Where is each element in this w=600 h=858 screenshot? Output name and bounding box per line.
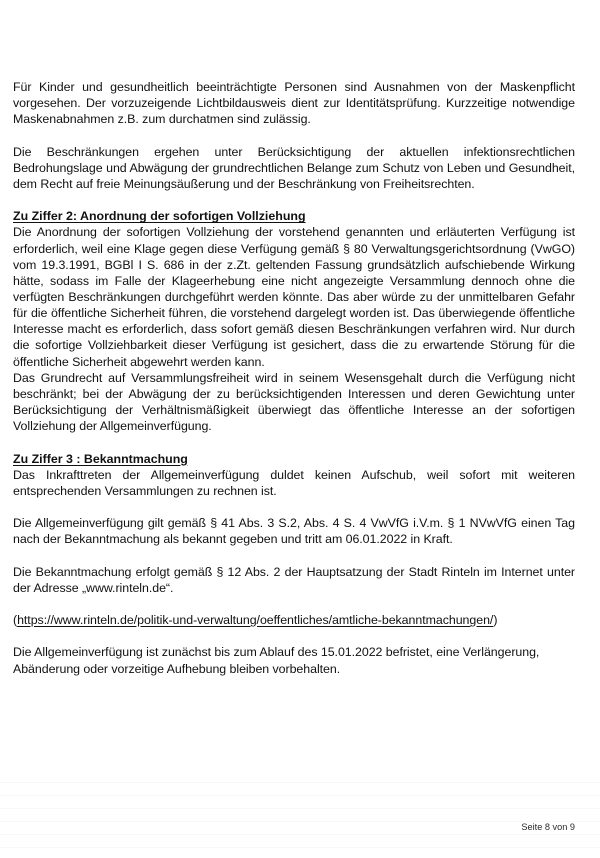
amtliche-bekanntmachungen-link[interactable]: https://www.rinteln.de/politik-und-verwaltung/oeffentliches/amtliche-bekanntmachungen/ bbox=[17, 613, 494, 628]
heading-zu-ziffer-3-text: Zu Ziffer 3 : Bekanntmachung bbox=[13, 451, 188, 466]
paragraph-grundrecht-versammlungsfreiheit: Das Grundrecht auf Versammlungsfreiheit wird in seinem Wesensgehalt durch die Verfügung nicht beschränkt; bei der Abwägung der zu berücksichtigenden Interessen und deren Gewichtung unter Berücksichtigung der Verhältnismäßigkeit überwiegt das öffentliche Interesse an der sofortigen Vollziehung der Allgemeinverfügung. bbox=[13, 370, 575, 434]
document-body bbox=[13, 79, 575, 677]
paragraph-masken-ausnahmen: Für Kinder und gesundheitlich beeinträchtigte Personen sind Ausnahmen von der Maskenpflicht vorgesehen. Der vorzuzeigende Lichtbildausweis dient zur Identitätsprüfung. Kurzzeitige notwendige Maskenabnahmen z.B. zum durchatmen sind zulässig. bbox=[13, 80, 575, 127]
scan-artifact-band bbox=[0, 782, 600, 854]
paragraph-spacer bbox=[13, 127, 575, 143]
url-close-paren: ) bbox=[493, 613, 498, 628]
paragraph-bekanntgabe-vwvfg: Die Allgemeinverfügung gilt gemäß § 41 Abs. 3 S.2, Abs. 4 S. 4 VwVfG i.V.m. § 1 NVwVfG einen Tag nach der Bekanntmachung als bekannt gegeben und tritt am 06.01.2022 in Kraft. bbox=[13, 516, 575, 547]
paragraph-inkrafttreten-aufschub: Das Inkrafttreten der Allgemeinverfügung duldet keinen Aufschub, weil sofort mit weiteren entsprechenden Versammlungen zu rechnen ist. bbox=[13, 467, 575, 498]
heading-zu-ziffer-2 bbox=[13, 208, 575, 224]
paragraph-spacer bbox=[13, 547, 575, 563]
paragraph-befristung: Die Allgemeinverfügung ist zunächst bis zum Ablauf des 15.01.2022 befristet, eine Verlängerung, Abänderung oder vorzeitige Aufhebung bleiben vorbehalten. bbox=[13, 645, 540, 676]
paragraph-beschraenkungen-abwaegung: Die Beschränkungen ergehen unter Berücksichtigung der aktuellen infektionsrechtlichen Bedrohungslage und Abwägung der grundrechtlichen Belange zum Schutz von Leben und Gesundheit, dem Recht auf freie Meinungsäußerung und der Beschränkung von Freiheitsrechten. bbox=[13, 144, 575, 191]
paragraph-bekanntmachung-url bbox=[13, 612, 575, 628]
heading-zu-ziffer-3 bbox=[13, 451, 575, 467]
page-number-label: Seite 8 von 9 bbox=[521, 822, 575, 832]
paragraph-spacer bbox=[13, 628, 575, 644]
page-footer bbox=[13, 821, 575, 833]
heading-zu-ziffer-2-text: Zu Ziffer 2: Anordnung der sofortigen Vollziehung bbox=[13, 209, 306, 224]
paragraph-spacer bbox=[13, 434, 575, 450]
paragraph-spacer bbox=[13, 192, 575, 208]
paragraph-bekanntmachung-hauptsatzung: Die Bekanntmachung erfolgt gemäß § 12 Abs. 2 der Hauptsatzung der Stadt Rinteln im Internet unter der Adresse „www.rinteln.de“. bbox=[13, 564, 575, 595]
url-open-paren: ( bbox=[13, 613, 18, 628]
paragraph-spacer bbox=[13, 596, 575, 612]
paragraph-spacer bbox=[13, 499, 575, 515]
paragraph-sofortige-vollziehung-begruendung: Die Anordnung der sofortigen Vollziehung der vorstehend genannten und erläuterten Verfügung ist erforderlich, weil eine Klage gegen diese Verfügung gemäß § 80 Verwaltungsgerichtsordnung (VwGO) vom 19.3.1991, BGBl I S. 686 in der z.Zt. geltenden Fassung grundsätzlich aufschiebende Wirkung hätte, sodass im Falle der Klageerhebung eine nicht angezeigte Versammlung dennoch ohne die verfügten Beschränkungen durchgeführt werden könnte. Das aber würde zu der unmittelbaren Gefahr für die öffentliche Sicherheit führen, die vorstehend dargelegt worden ist. Das überwiegende öffentliche Interesse macht es erforderlich, dass sofort gemäß diesen Beschränkungen verfahren wird. Nur durch die sofortige Vollziehbarkeit dieser Verfügung ist gesichert, dass die zu erwartende Störung für die öffentliche Sicherheit abgewehrt werden kann. bbox=[13, 225, 575, 369]
